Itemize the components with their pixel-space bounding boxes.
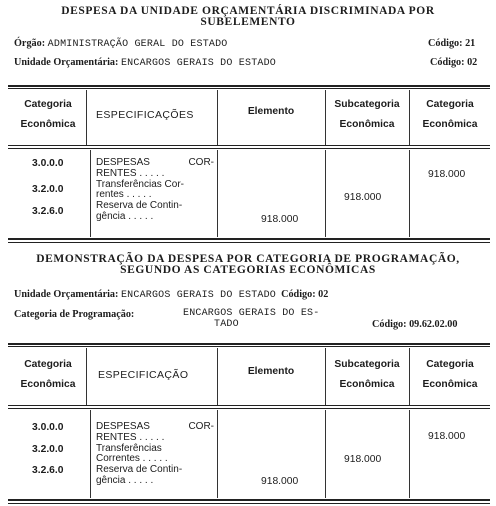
table1-top-rule <box>8 85 490 87</box>
table1-col-divider <box>86 90 87 145</box>
section2-unidade-row <box>14 289 328 301</box>
table2-bottom-rule-thin <box>8 503 490 504</box>
table2-header-rule-thin <box>8 408 490 409</box>
table1-header-elemento: Elemento <box>247 106 295 117</box>
table2-header-categoria: Categoria Econômica <box>20 359 76 390</box>
table1-header-categoria2: Categoria Econômica <box>422 99 478 130</box>
unidade-value: ENCARGOS GERAIS DO ESTADO <box>120 290 276 301</box>
section1-title-line2: SUBELEMENTO <box>200 16 296 28</box>
table1-col-divider <box>90 150 91 237</box>
unidade-codigo-label: Código: <box>430 57 465 68</box>
unidade-value: ENCARGOS GERAIS DO ESTADO <box>120 58 276 69</box>
section1-title-line1: DESPESA DA UNIDADE ORÇAMENTÁRIA DISCRIMINADA POR <box>61 5 435 17</box>
unidade-label: Unidade Orçamentária: <box>14 57 119 68</box>
table2-code: 3.0.0.0 <box>32 422 64 433</box>
table2-top-rule-thin <box>8 346 490 347</box>
programacao-label: Categoria de Programação: <box>14 309 135 320</box>
section2-title-line1: DEMONSTRAÇÃO DA DESPESA POR CATEGORIA DE PROGRAMAÇÃO, <box>36 253 460 265</box>
table1-code: 3.0.0.0 <box>32 158 64 169</box>
orgao-value: ADMINISTRAÇÃO GERAL DO ESTADO <box>47 39 228 50</box>
table2-col-divider <box>90 410 91 498</box>
table1-col-divider <box>217 150 218 237</box>
table1-categoria-value: 918.000 <box>428 169 466 180</box>
table1-elemento-value: 918.000 <box>261 214 299 225</box>
orgao-codigo <box>428 38 475 49</box>
section1-unidade-row <box>14 57 276 69</box>
table2-col-divider <box>325 410 326 498</box>
table2-bottom-rule <box>8 499 490 501</box>
table1-bottom-rule-thin <box>8 242 490 243</box>
table1-code: 3.2.6.0 <box>32 206 64 217</box>
table1-header-categoria: Categoria Econômica <box>20 99 76 130</box>
table1-code: 3.2.0.0 <box>32 184 64 195</box>
table1-header-rule-thin <box>8 148 490 149</box>
table2-header-categoria2: Categoria Econômica <box>422 359 478 390</box>
section2-title-line2: SEGUNDO AS CATEGORIAS ECONÔMICAS <box>120 264 376 276</box>
programacao-value-line2: TADO <box>214 319 239 330</box>
table1-spec: DESPESAS COR- RENTES . . . . . Transferências Cor- rentes . . . . . Reserva de Contin- gência . . . . . <box>96 157 214 222</box>
orgao-codigo-value: 21 <box>465 38 476 49</box>
orgao-codigo-label: Código: <box>428 38 463 49</box>
programacao-value-line1: ENCARGOS GERAIS DO ES- <box>183 308 320 319</box>
table1-header-subcategoria: Subcategoria Econômica <box>334 99 400 130</box>
unidade-codigo <box>430 57 477 68</box>
table1-header-especificacoes: ESPECIFICAÇÕES <box>96 109 194 121</box>
table2-code: 3.2.6.0 <box>32 465 64 476</box>
table2-col-divider <box>409 410 410 498</box>
unidade-codigo-value: 02 <box>467 57 478 68</box>
table1-top-rule-thin <box>8 88 490 89</box>
table1-col-divider <box>409 150 410 237</box>
table2-code: 3.2.0.0 <box>32 444 64 455</box>
table2-subcategoria-value: 918.000 <box>344 454 382 465</box>
table2-spec: DESPESAS COR- RENTES . . . . . Transferências Correntes . . . . . Reserva de Contin- gência . . . . . <box>96 421 214 486</box>
unidade-label: Unidade Orçamentária: <box>14 289 119 300</box>
unidade-codigo-label: Código: <box>281 289 316 300</box>
table2-header-elemento: Elemento <box>247 366 295 377</box>
table2-col-divider <box>217 410 218 498</box>
table2-header-subcategoria: Subcategoria Econômica <box>334 359 400 390</box>
table2-header-especificacao: ESPECIFICAÇÃO <box>98 369 189 381</box>
programacao-codigo: Código: 09.62.02.00 <box>372 319 458 330</box>
section1-orgao-row <box>14 38 228 50</box>
unidade-codigo-value: 02 <box>318 289 329 300</box>
table1-subcategoria-value: 918.000 <box>344 192 382 203</box>
table1-col-divider <box>325 150 326 237</box>
table2-categoria-value: 918.000 <box>428 431 466 442</box>
table1-header-rule <box>8 145 490 146</box>
orgao-label: Órgão: <box>14 38 46 49</box>
table2-header-rule <box>8 405 490 406</box>
table1-bottom-rule <box>8 238 490 240</box>
table2-top-rule <box>8 343 490 345</box>
table2-col-divider <box>86 348 87 405</box>
table2-elemento-value: 918.000 <box>261 476 299 487</box>
